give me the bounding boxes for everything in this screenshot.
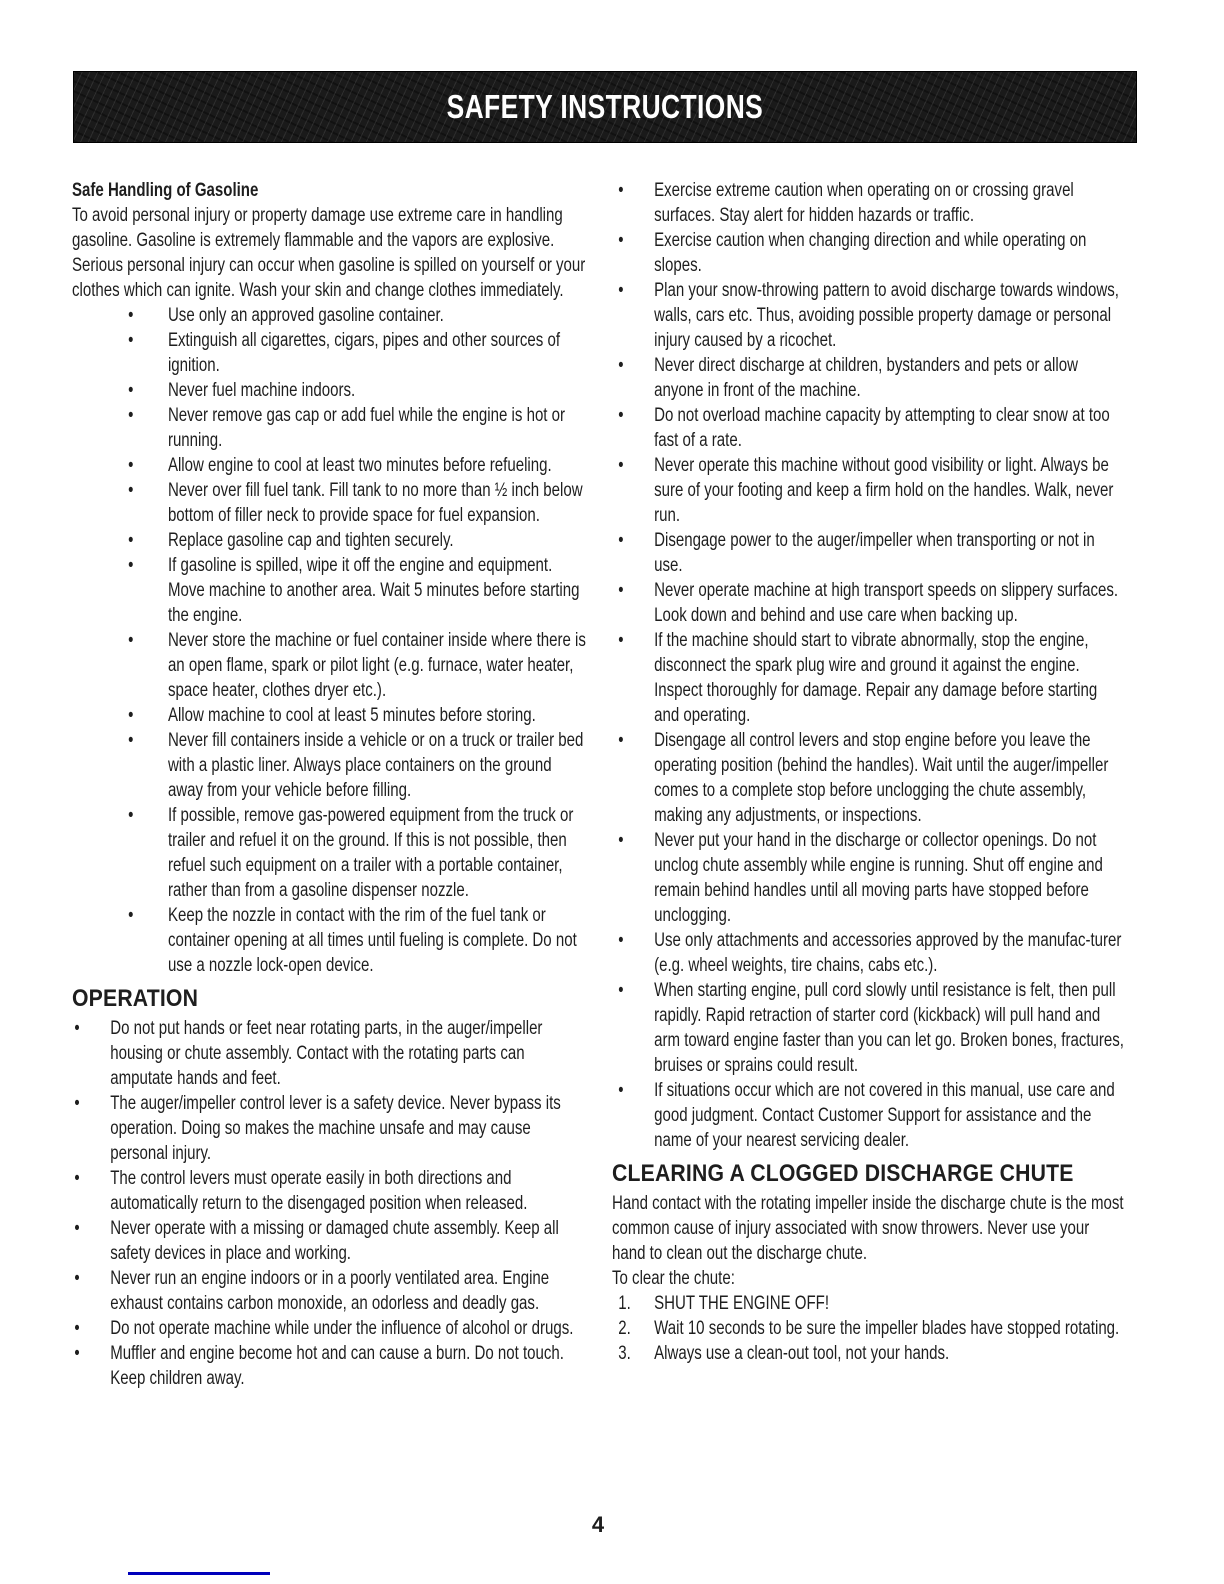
- list-item: [612, 578, 1125, 628]
- list-item-text: Never store the machine or fuel container inside where there is an open flame, spark or pilot light (e.g. furnace, water heater, space heater, clothes dryer etc.).: [167, 630, 586, 701]
- bullet-icon: •: [128, 555, 134, 576]
- list-item-text: Disengage all control levers and stop engine before you leave the operating position (behind the handles). Wait until the auger/impeller comes to a complete stop before unclogging the chute assembly, making any adjustments, or inspections.: [654, 730, 1109, 826]
- left-column: [72, 178, 590, 1391]
- list-item: [72, 903, 590, 978]
- safety-bullet-list: [612, 178, 1125, 1153]
- bullet-icon: •: [618, 830, 624, 851]
- list-item: [72, 1316, 590, 1341]
- list-item: [72, 1166, 590, 1216]
- bullet-icon: •: [618, 455, 624, 476]
- step-item: [612, 1316, 1125, 1341]
- list-item: [612, 278, 1125, 353]
- bullet-icon: •: [74, 1018, 80, 1039]
- list-item: [612, 453, 1125, 528]
- list-item-text: Allow machine to cool at least 5 minutes before storing.: [167, 705, 536, 726]
- list-item-text: Disengage power to the auger/impeller when transporting or not in use.: [654, 530, 1095, 576]
- bullet-icon: •: [74, 1268, 80, 1289]
- operation-bullet-list: [72, 1016, 590, 1391]
- list-item-text: Never remove gas cap or add fuel while the engine is hot or running.: [167, 405, 566, 451]
- list-item: [72, 728, 590, 803]
- step-text: SHUT THE ENGINE OFF!: [654, 1293, 830, 1314]
- bullet-icon: •: [128, 480, 134, 501]
- list-item: [612, 528, 1125, 578]
- bullet-icon: •: [618, 180, 624, 201]
- list-item: [72, 1266, 590, 1316]
- bullet-icon: •: [618, 405, 624, 426]
- step-text: Wait 10 seconds to be sure the impeller blades have stopped rotating.: [654, 1318, 1120, 1339]
- list-item: [612, 178, 1125, 228]
- list-item-text: Allow engine to cool at least two minutes before refueling.: [167, 455, 552, 476]
- list-item-text: If the machine should start to vibrate abnormally, stop the engine, disconnect the spark plug wire and ground it against the engine. Inspect thoroughly for damage. Repair any damage before starting and operating.: [654, 630, 1098, 726]
- list-item-text: Never fill containers inside a vehicle or on a truck or trailer bed with a plastic liner. Always place containers on the ground away from your vehicle before filling.: [167, 730, 584, 801]
- bullet-icon: •: [74, 1218, 80, 1239]
- list-item-text: Do not put hands or feet near rotating parts, in the auger/impeller housing or chute assembly. Contact with the rotating parts can amputate hands and feet.: [110, 1018, 543, 1089]
- list-item: [72, 328, 590, 378]
- page-number: 4: [591, 1512, 605, 1537]
- step-item: [612, 1341, 1125, 1366]
- clearing-intro: Hand contact with the rotating impeller inside the discharge chute is the most common cause of injury associated with snow throwers. Never use your hand to clean out the discharge chute.: [612, 1193, 1124, 1264]
- clearing-steps-list: [612, 1291, 1125, 1366]
- list-item-text: The auger/impeller control lever is a safety device. Never bypass its operation. Doing so makes the machine unsafe and may cause personal injury.: [110, 1093, 561, 1164]
- list-item: [72, 1341, 590, 1391]
- list-item-text: Never run an engine indoors or in a poorly ventilated area. Engine exhaust contains carbon monoxide, an odorless and deadly gas.: [110, 1268, 550, 1314]
- bullet-icon: •: [128, 705, 134, 726]
- list-item-text: Never direct discharge at children, bystanders and pets or allow anyone in front of the machine.: [654, 355, 1078, 401]
- list-item-text: Replace gasoline cap and tighten securely.: [167, 530, 454, 551]
- list-item: [72, 803, 590, 903]
- list-item: [72, 628, 590, 703]
- list-item-text: Do not overload machine capacity by attempting to clear snow at too fast of a rate.: [654, 405, 1110, 451]
- bullet-icon: •: [618, 730, 624, 751]
- list-item: [612, 403, 1125, 453]
- footer-blue-line: [128, 1572, 270, 1575]
- bullet-icon: •: [618, 630, 624, 651]
- list-item: [72, 703, 590, 728]
- list-item-text: Use only an approved gasoline container.: [167, 305, 444, 326]
- list-item: [72, 528, 590, 553]
- list-item-text: Exercise caution when changing direction and while operating on slopes.: [654, 230, 1087, 276]
- list-item-text: Extinguish all cigarettes, cigars, pipes and other sources of ignition.: [167, 330, 561, 376]
- clearing-lead-in: To clear the chute:: [612, 1268, 735, 1289]
- list-item-text: If possible, remove gas-powered equipment from the truck or trailer and refuel it on the ground. If this is not possible, then refuel such equipment on a trailer with a portable container, rather than from a gasoline dispenser nozzle.: [167, 805, 574, 901]
- list-item: [612, 928, 1125, 978]
- operation-heading: OPERATION: [72, 985, 199, 1012]
- list-item-text: Never over fill fuel tank. Fill tank to no more than ½ inch below bottom of filler neck to provide space for fuel expansion.: [167, 480, 583, 526]
- bullet-icon: •: [618, 930, 624, 951]
- list-item-text: Never put your hand in the discharge or collector openings. Do not unclog chute assembly while engine is running. Shut off engine and remain behind handles until all moving parts have stopped before unclogging.: [654, 830, 1103, 926]
- step-number: 2.: [618, 1318, 631, 1339]
- bullet-icon: •: [128, 330, 134, 351]
- list-item-text: Plan your snow-throwing pattern to avoid discharge towards windows, walls, cars etc. Thus, avoiding possible property damage or personal injury caused by a ricochet.: [654, 280, 1119, 351]
- banner-title: SAFETY INSTRUCTIONS: [446, 88, 764, 125]
- list-item-text: Never operate this machine without good visibility or light. Always be sure of your footing and keep a firm hold on the handles. Walk, never run.: [654, 455, 1114, 526]
- list-item-text: Exercise extreme caution when operating on or crossing gravel surfaces. Stay alert for hidden hazards or traffic.: [654, 180, 1074, 226]
- list-item: [72, 378, 590, 403]
- list-item-text: If gasoline is spilled, wipe it off the engine and equipment. Move machine to another area. Wait 5 minutes before starting the engine.: [167, 555, 580, 626]
- list-item-text: When starting engine, pull cord slowly until resistance is felt, then pull rapidly. Rapid retraction of starter cord (kickback) will pull hand and arm toward engine faster than you can let go. Broken bones, fractures, bruises or sprains could result.: [654, 980, 1124, 1076]
- right-column: [612, 178, 1125, 1366]
- bullet-icon: •: [128, 380, 134, 401]
- list-item: [612, 728, 1125, 828]
- gasoline-bullet-list: [72, 303, 590, 978]
- list-item-text: Do not operate machine while under the influence of alcohol or drugs.: [110, 1318, 574, 1339]
- list-item-text: Muffler and engine become hot and can cause a burn. Do not touch. Keep children away.: [110, 1343, 564, 1389]
- list-item-text: Never fuel machine indoors.: [167, 380, 356, 401]
- bullet-icon: •: [618, 580, 624, 601]
- bullet-icon: •: [618, 1080, 624, 1101]
- list-item-text: Never operate machine at high transport speeds on slippery surfaces. Look down and behind and use care when backing up.: [654, 580, 1119, 626]
- list-item-text: Keep the nozzle in contact with the rim of the fuel tank or container opening at all times until fueling is complete. Do not use a nozzle lock-open device.: [167, 905, 577, 976]
- bullet-icon: •: [74, 1093, 80, 1114]
- list-item-text: Use only attachments and accessories approved by the manufac-turer (e.g. wheel weights, tire chains, cabs etc.).: [654, 930, 1122, 976]
- list-item: [72, 1091, 590, 1166]
- list-item: [72, 403, 590, 453]
- bullet-icon: •: [618, 230, 624, 251]
- gasoline-heading: Safe Handling of Gasoline: [72, 180, 259, 201]
- list-item-text: If situations occur which are not covered in this manual, use care and good judgment. Contact Customer Support for assistance and the name of your nearest servicing dealer.: [654, 1080, 1115, 1151]
- step-number: 3.: [618, 1343, 631, 1364]
- bullet-icon: •: [74, 1343, 80, 1364]
- clearing-heading: CLEARING A CLOGGED DISCHARGE CHUTE: [612, 1160, 1074, 1187]
- bullet-icon: •: [618, 530, 624, 551]
- step-number: 1.: [618, 1293, 631, 1314]
- bullet-icon: •: [618, 355, 624, 376]
- list-item: [612, 1078, 1125, 1153]
- bullet-icon: •: [128, 630, 134, 651]
- bullet-icon: •: [128, 455, 134, 476]
- list-item: [72, 453, 590, 478]
- bullet-icon: •: [128, 730, 134, 751]
- bullet-icon: •: [128, 530, 134, 551]
- list-item-text: Never operate with a missing or damaged chute assembly. Keep all safety devices in place and working.: [110, 1218, 559, 1264]
- list-item: [612, 628, 1125, 728]
- bullet-icon: •: [618, 980, 624, 1001]
- list-item: [72, 478, 590, 528]
- list-item: [612, 828, 1125, 928]
- bullet-icon: •: [74, 1168, 80, 1189]
- bullet-icon: •: [618, 280, 624, 301]
- safety-banner: [73, 71, 1137, 143]
- list-item: [72, 1016, 590, 1091]
- bullet-icon: •: [74, 1318, 80, 1339]
- list-item: [72, 1216, 590, 1266]
- bullet-icon: •: [128, 905, 134, 926]
- list-item: [72, 303, 590, 328]
- list-item: [612, 353, 1125, 403]
- step-item: [612, 1291, 1125, 1316]
- step-text: Always use a clean-out tool, not your hands.: [654, 1343, 950, 1364]
- gasoline-intro: To avoid personal injury or property damage use extreme care in handling gasoline. Gasoline is extremely flammable and the vapors are explosive. Serious personal injury can occur when gasoline is spilled on yourself or your clothes which can ignite. Wash your skin and change clothes immediately.: [72, 205, 586, 301]
- bullet-icon: •: [128, 405, 134, 426]
- list-item-text: The control levers must operate easily in both directions and automatically return to the disengaged position when released.: [110, 1168, 528, 1214]
- bullet-icon: •: [128, 805, 134, 826]
- list-item: [612, 228, 1125, 278]
- list-item: [612, 978, 1125, 1078]
- bullet-icon: •: [128, 305, 134, 326]
- list-item: [72, 553, 590, 628]
